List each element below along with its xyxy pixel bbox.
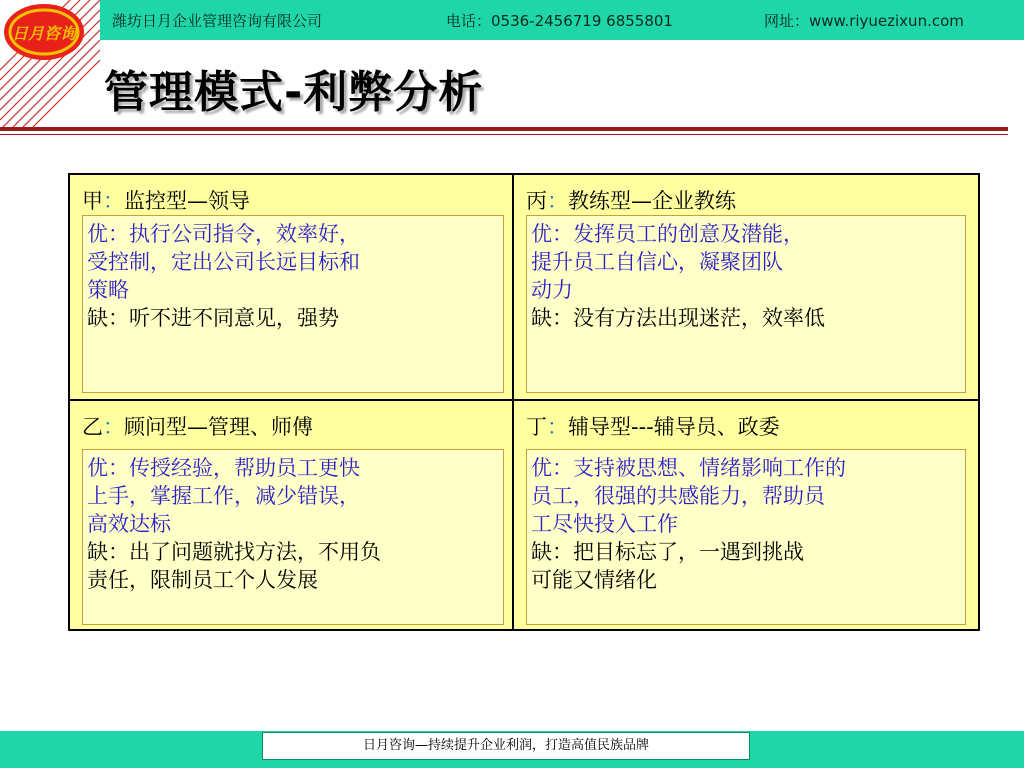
pros-line: 高效达标	[87, 512, 171, 536]
title-rule	[0, 127, 1008, 131]
pros-line: 优：执行公司指令，效率好，	[87, 222, 360, 246]
quadrant-box-yi	[82, 449, 504, 625]
logo	[0, 0, 100, 80]
header-bar	[100, 0, 1024, 40]
quadrant-heading-bing: 丙：教练型—企业教练	[526, 189, 736, 213]
logo-text: 日月咨询	[11, 24, 77, 43]
cons-line: 缺：把目标忘了，一遇到挑战	[531, 540, 804, 564]
company-name: 潍坊日月企业管理咨询有限公司	[112, 12, 323, 30]
pros-line: 优：发挥员工的创意及潜能，	[531, 222, 804, 246]
phone-text: 电话：0536-2456719 6855801	[446, 12, 673, 30]
cons-line: 缺：没有方法出现迷茫，效率低	[531, 306, 825, 330]
pros-line: 工尽快投入工作	[531, 512, 678, 536]
logo-area	[0, 0, 100, 132]
cons-line: 可能又情绪化	[531, 568, 657, 592]
pros-line: 员工，很强的共感能力，帮助员	[531, 484, 825, 508]
quadrant-heading-ding: 丁：辅导型---辅导员、政委	[526, 415, 780, 439]
title-rule-thin	[0, 134, 1008, 135]
website-text: 网址：www.riyuezixun.com	[764, 12, 964, 30]
grid-divider-horizontal	[70, 399, 978, 401]
quadrant-heading-jia: 甲：监控型—领导	[82, 189, 250, 213]
grid-divider-vertical	[512, 175, 514, 629]
quadrant-box-jia	[82, 215, 504, 393]
pros-line: 动力	[531, 278, 573, 302]
pros-line: 策略	[87, 278, 129, 302]
pros-line: 提升员工自信心，凝聚团队	[531, 250, 783, 274]
pros-line: 优：传授经验，帮助员工更快	[87, 456, 360, 480]
pros-line: 上手，掌握工作，减少错误，	[87, 484, 360, 508]
pros-line: 受控制，定出公司长远目标和	[87, 250, 360, 274]
quadrant-box-ding	[526, 449, 966, 625]
pros-line: 优：支持被思想、情绪影响工作的	[531, 456, 846, 480]
page-title: 管理模式-利弊分析	[104, 67, 484, 118]
quadrant-heading-yi: 乙：顾问型—管理、师傅	[82, 415, 313, 439]
cons-line: 责任，限制员工个人发展	[87, 568, 318, 592]
quadrant-box-bing	[526, 215, 966, 393]
cons-line: 缺：听不进不同意见，强势	[87, 306, 339, 330]
cons-line: 缺：出了问题就找方法，不用负	[87, 540, 381, 564]
footer-slogan: 日月咨询—持续提升企业利润，打造高值民族品牌	[262, 732, 750, 760]
analysis-grid	[68, 173, 980, 631]
